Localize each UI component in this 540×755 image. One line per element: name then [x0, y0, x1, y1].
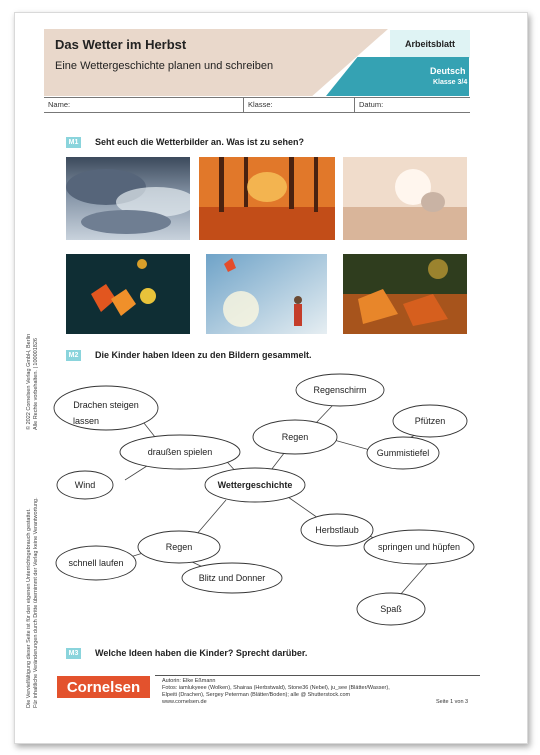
- mindmap-label: Wind: [74, 480, 96, 490]
- mindmap-label: schnell laufen: [68, 558, 124, 568]
- photo-fog: [343, 157, 467, 240]
- grade-label: Klasse 3/4: [433, 79, 468, 86]
- cornelsen-logo: Cornelsen: [57, 676, 150, 698]
- footer-author: Autorin: Elke Eßmann: [162, 678, 216, 684]
- mindmap-label: Blitz und Donner: [198, 573, 266, 583]
- task-text-m3: Welche Ideen haben die Kinder? Sprecht darüber.: [95, 648, 308, 658]
- sheet-type-label: Arbeitsblatt: [390, 30, 470, 58]
- mindmap-label: Gummistiefel: [376, 448, 430, 458]
- mindmap-label: springen und hüpfen: [377, 542, 461, 552]
- class-field[interactable]: Klasse:: [244, 98, 355, 112]
- photo-leaves-water: [66, 254, 190, 334]
- mindmap: [0, 360, 540, 635]
- page-subtitle: Eine Wettergeschichte planen und schreiben: [55, 60, 274, 72]
- subject-label: Deutsch: [430, 66, 466, 76]
- mindmap-label: Herbstlaub: [315, 525, 359, 535]
- mindmap-label: Regen: [281, 432, 309, 442]
- task-badge-m3: M3: [66, 648, 81, 659]
- usage-note-2: Für inhaltliche Veränderungen durch Dritte übernimmt der Verlag keine Verantwortung.: [33, 497, 39, 708]
- task-text-m2: Die Kinder haben Ideen zu den Bildern gesammelt.: [95, 350, 312, 360]
- photo-autumn-forest: [199, 157, 335, 240]
- mindmap-label: Drachen steigen: [73, 400, 139, 410]
- mindmap-label: Pfützen: [414, 416, 446, 426]
- mindmap-label: draußen spielen: [147, 447, 213, 457]
- footer-credits-2: Elpeiti (Drachen), Sergey Peterman (Blätter/Boden); alle @ Shutterstock.com: [162, 692, 351, 698]
- footer-credits-1: Fotos: iamlukyeee (Wolken), Shairaa (Herbstwald), Stone36 (Nebel), ju_see (Blätter/Wasser),: [162, 685, 390, 691]
- mindmap-label: Spaß: [380, 604, 402, 614]
- photo-clouds: [66, 157, 190, 240]
- footer-rule: [155, 675, 480, 676]
- page-number: Seite 1 von 3: [436, 699, 469, 705]
- copyright-note: © 2022 Cornelsen Verlag GmbH, Berlin: [26, 333, 32, 430]
- mindmap-label: lassen: [72, 416, 100, 426]
- usage-note: Die Vervielfältigung dieser Seite ist für den eigenen Unterrichtsgebrauch gestattet.: [26, 508, 32, 708]
- student-info-bar: [44, 97, 470, 113]
- page-title: Das Wetter im Herbst: [55, 37, 187, 52]
- mindmap-center-label: Wettergeschichte: [217, 480, 293, 490]
- date-field[interactable]: Datum:: [359, 100, 384, 109]
- task-badge-m2: M2: [66, 350, 81, 361]
- photo-kite-sky: [206, 254, 327, 334]
- mindmap-label: Regenschirm: [313, 385, 367, 395]
- name-field[interactable]: Name:: [44, 98, 244, 112]
- copyright-note-2: Alle Rechte vorbehalten. | 100001826: [33, 338, 39, 430]
- photo-leaves-ground: [343, 254, 467, 334]
- mindmap-label: Regen: [165, 542, 193, 552]
- task-text-m1: Seht euch die Wetterbilder an. Was ist zu sehen?: [95, 137, 305, 147]
- footer-website[interactable]: www.cornelsen.de: [162, 699, 207, 705]
- task-badge-m1: M1: [66, 137, 81, 148]
